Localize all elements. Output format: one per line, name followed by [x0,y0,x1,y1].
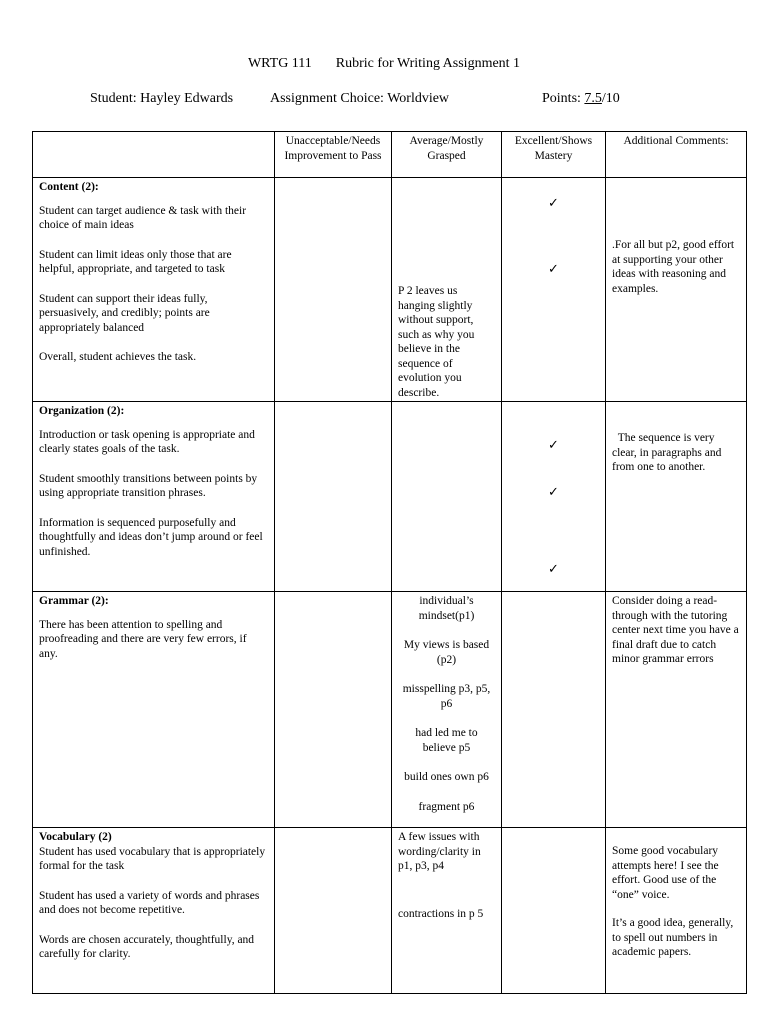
check-mark-icon: ✓ [548,484,559,499]
comment: .For all but p2, good effort at supporting your other ideas with reasoning and examples. [612,239,735,295]
column-header-unacceptable: Unacceptable/Needs Improvement to Pass [275,132,392,178]
comment: The sequence is very clear, in paragraphs and from one to another. [612,432,725,473]
comments-cell [606,828,747,994]
unacceptable-cell [275,592,392,828]
average-note: misspelling p3, p5, p6 [402,683,491,710]
excellent-cell [502,178,606,402]
rubric-row-vocabulary [33,828,747,994]
criteria-title: Content (2): [39,181,99,193]
check-mark-icon: ✓ [548,261,559,276]
column-header-comments: Additional Comments: [606,132,747,178]
check-mark-icon: ✓ [548,195,559,210]
criteria-title: Grammar (2): [39,595,109,607]
average-cell [392,592,502,828]
student-info [90,90,233,108]
rubric-row-grammar [33,592,747,828]
criterion: Student has used vocabulary that is appropriately formal for the task [39,845,266,872]
criterion: There has been attention to spelling and proofreading and there are very few errors, if any. [39,618,247,660]
criterion: Student has used a variety of words and phrases and does not become repetitive. [39,889,260,916]
average-note: had led me to believe p5 [415,727,478,754]
rubric-header-row [33,132,747,178]
rubric-row-content [33,178,747,402]
criterion: Student can limit ideas only those that are helpful, appropriate, and targeted to task [39,248,232,275]
assignment-info-choice [270,90,449,108]
excellent-cell [502,402,606,592]
unacceptable-cell [275,178,392,402]
comment: It’s a good idea, generally, to spell out numbers in academic papers. [612,917,734,958]
average-cell [392,828,502,994]
criterion: Introduction or task opening is appropriate and clearly states goals of the task. [39,428,255,455]
average-note: My views is based (p2) [403,639,490,666]
comment: Consider doing a read-through with the tutoring center next time you have a final draft due to catch minor grammar errors [612,595,739,665]
check-mark-icon: ✓ [548,561,559,576]
average-note: individual’s mindset(p1) [418,595,475,622]
criterion: Student can target audience & task with their choice of main ideas [39,204,247,231]
criterion: Information is sequenced purposefully and thoughtfully and ideas don’t jump around or feel unfinished. [39,516,263,558]
criterion: Student smoothly transitions between points by using appropriate transition phrases. [39,472,258,499]
rubric-table [32,131,747,994]
course-code: WRTG 111 [247,56,312,71]
average-note: A few issues with wording/clarity in p1, p3, p4 [398,831,481,872]
student-label: Student: [90,91,137,106]
rubric-row-organization [33,402,747,592]
assignment-label: Assignment Choice: [270,91,384,106]
comments-cell [606,592,747,828]
criteria-cell-vocabulary [33,828,275,994]
points-info [542,90,620,108]
criteria-cell-content [33,178,275,402]
student-name: Hayley Edwards [140,91,234,106]
excellent-cell [502,592,606,828]
assignment-choice: Worldview [387,91,450,106]
criteria-title: Organization (2): [39,405,125,417]
criteria-header [33,132,275,178]
points-label: Points: [542,91,581,106]
average-cell [392,402,502,592]
criteria-cell-organization [33,402,275,592]
average-note: contractions in p 5 [398,907,484,920]
check-mark-icon: ✓ [548,437,559,452]
average-cell [392,178,502,402]
points-total: /10 [601,91,620,106]
unacceptable-cell [275,828,392,994]
criteria-title: Vocabulary (2) [39,831,112,843]
comment: Some good vocabulary attempts here! I see the effort. Good use of the “one” voice. [612,845,719,901]
average-note: fragment p6 [418,800,475,813]
criterion: Words are chosen accurately, thoughtfully, and carefully for clarity. [39,933,255,960]
unacceptable-cell [275,402,392,592]
comments-cell [606,402,747,592]
points-earned: 7.5 [584,91,602,106]
excellent-cell [502,828,606,994]
rubric-name: Rubric for Writing Assignment 1 [335,56,521,71]
average-note: build ones own p6 [404,771,489,783]
column-header-excellent: Excellent/Shows Mastery [502,132,606,178]
rubric-title [0,55,768,73]
column-header-average: Average/Mostly Grasped [392,132,502,178]
criterion: Student can support their ideas fully, persuasively, and credibly; points are appropriately balanced [39,292,210,334]
criterion: Overall, student achieves the task. [39,351,197,363]
comments-cell [606,178,747,402]
average-note: P 2 leaves us hanging slightly without support, such as why you believe in the sequence of evolution you describe. [398,285,475,399]
criteria-cell-grammar [33,592,275,828]
